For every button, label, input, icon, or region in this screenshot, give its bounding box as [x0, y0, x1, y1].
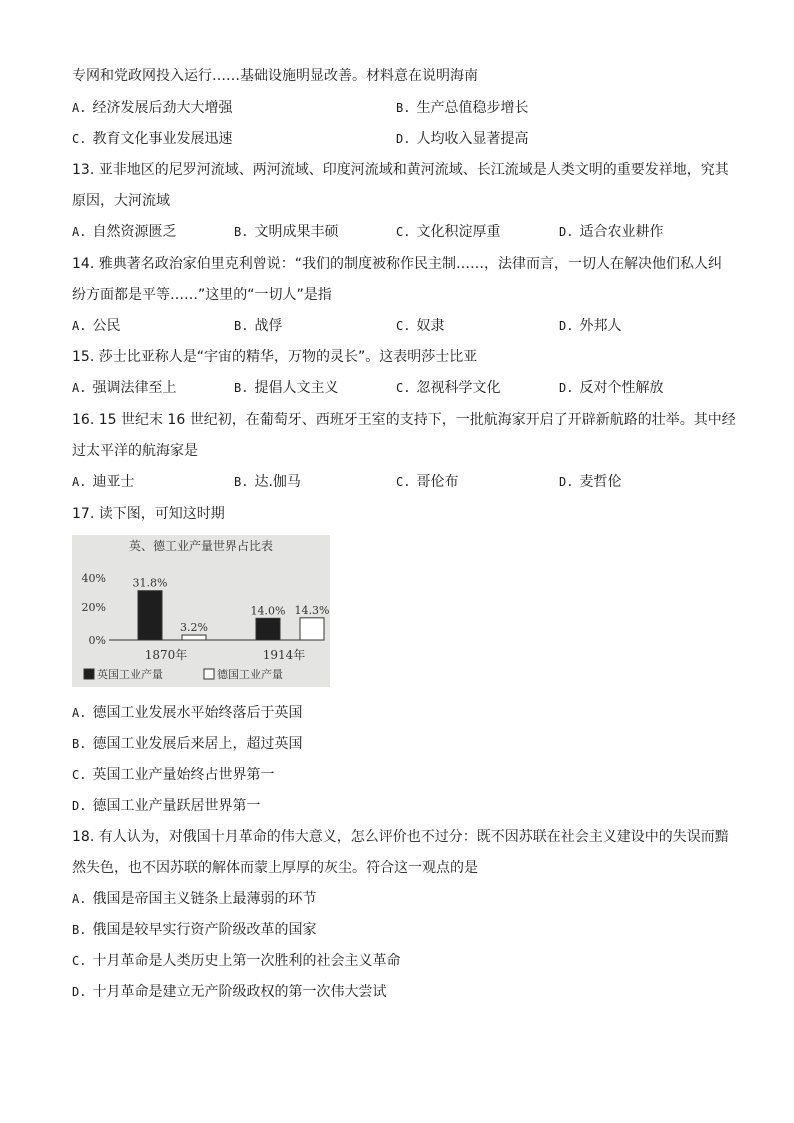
y-tick-label: 0%: [88, 634, 106, 647]
q16-option-c[interactable]: [396, 472, 458, 492]
option-text: 教育文化事业发展迅速: [92, 131, 233, 147]
option-text: 自然资源匮乏: [92, 224, 177, 240]
q14-options: [72, 316, 732, 336]
option-label: D.: [559, 225, 574, 239]
q18-stem-line2: 然失色，也不因苏联的解体而蒙上厚厚的灰尘。符合这一观点的是: [72, 860, 478, 876]
q15-option-b[interactable]: [234, 378, 338, 398]
q13-option-c[interactable]: [396, 222, 500, 242]
option-label: B.: [72, 923, 87, 937]
q12-options-row1: [72, 98, 732, 118]
q17-stem: 17. 读下图，可知这时期: [72, 506, 225, 522]
q12-option-d[interactable]: [396, 129, 528, 149]
bar-britain-1: [256, 618, 280, 640]
option-label: A.: [72, 381, 87, 395]
q14-option-a[interactable]: [72, 316, 120, 336]
q16-options: [72, 472, 732, 492]
chart-svg: [72, 535, 330, 687]
option-label: D.: [559, 475, 574, 489]
industry-share-chart: [72, 535, 330, 687]
q16-option-d[interactable]: [559, 472, 621, 492]
q13-option-d[interactable]: [559, 222, 663, 242]
option-label: B.: [234, 475, 249, 489]
q14-stem-line2: 纷方面都是平等……”这里的“一切人”是指: [72, 287, 332, 303]
legend-swatch-germany: [204, 669, 214, 679]
bar-britain-0: [138, 591, 162, 640]
y-tick-label: 20%: [81, 601, 106, 614]
option-label: D.: [72, 799, 87, 813]
q18-option-d[interactable]: [72, 982, 386, 1002]
q17-option-d[interactable]: [72, 796, 260, 816]
option-text: 生产总值稳步增长: [416, 100, 529, 116]
option-text: 外邦人: [579, 318, 622, 334]
q18-option-a[interactable]: [72, 889, 316, 909]
option-text: 十月革命是人类历史上第一次胜利的社会主义革命: [92, 953, 401, 969]
q18-option-c[interactable]: [72, 951, 400, 971]
option-text: 德国工业发展水平始终落后于英国: [92, 705, 303, 721]
option-text: 麦哲伦: [579, 474, 622, 490]
option-text: 强调法律至上: [92, 380, 177, 396]
option-text: 俄国是较早实行资产阶级改革的国家: [92, 922, 317, 938]
q13-stem-line2: 原因，大河流域: [72, 193, 170, 209]
q12-option-b[interactable]: [396, 98, 528, 118]
x-tick-label: 1914年: [262, 648, 306, 662]
q14-option-b[interactable]: [234, 316, 282, 336]
option-text: 战俘: [254, 318, 283, 334]
option-label: A.: [72, 475, 87, 489]
bar-value-label: 3.2%: [180, 621, 208, 635]
option-label: D.: [559, 319, 574, 333]
option-label: C.: [72, 954, 87, 968]
option-label: D.: [72, 985, 87, 999]
option-text: 文化积淀厚重: [416, 224, 501, 240]
q15-stem: 15. 莎士比亚称人是“宇宙的精华，万物的灵长”。这表明莎士比亚: [72, 349, 478, 365]
option-text: 迪亚士: [92, 474, 135, 490]
q16-option-a[interactable]: [72, 472, 134, 492]
q12-option-c[interactable]: [72, 129, 232, 149]
option-label: A.: [72, 706, 87, 720]
option-text: 奴隶: [416, 318, 445, 334]
q15-option-a[interactable]: [72, 378, 176, 398]
option-label: C.: [72, 132, 87, 146]
bar-germany-0: [182, 635, 206, 640]
q13-options: [72, 222, 732, 242]
option-label: B.: [234, 319, 249, 333]
option-text: 忽视科学文化: [416, 380, 501, 396]
q14-stem-line1: 14. 雅典著名政治家伯里克利曾说：“我们的制度被称作民主制……，法律而言，一切人在解决他们私人纠: [72, 256, 722, 272]
q16-option-b[interactable]: [234, 472, 301, 492]
option-text: 适合农业耕作: [579, 224, 664, 240]
option-label: C.: [396, 225, 411, 239]
option-label: D.: [559, 381, 574, 395]
q15-options: [72, 378, 732, 398]
q17-option-a[interactable]: [72, 703, 302, 723]
option-label: A.: [72, 225, 87, 239]
option-label: A.: [72, 319, 87, 333]
option-text: 文明成果丰硕: [254, 224, 339, 240]
option-text: 公民: [92, 318, 121, 334]
q18-option-b[interactable]: [72, 920, 316, 940]
option-label: D.: [396, 132, 411, 146]
q12-options-row2: [72, 129, 732, 149]
q17-option-b[interactable]: [72, 734, 302, 754]
option-label: B.: [234, 381, 249, 395]
q14-option-c[interactable]: [396, 316, 444, 336]
option-label: C.: [396, 319, 411, 333]
option-label: A.: [72, 892, 87, 906]
option-label: A.: [72, 101, 87, 115]
q12-stem-continued: 专网和党政网投入运行……基础设施明显改善。材料意在说明海南: [72, 68, 478, 84]
bar-value-label: 14.3%: [294, 603, 330, 617]
option-text: 英国工业产量始终占世界第一: [92, 767, 275, 783]
q15-option-c[interactable]: [396, 378, 500, 398]
q17-option-c[interactable]: [72, 765, 274, 785]
bar-germany-1: [300, 618, 324, 640]
q18-stem-line1: 18. 有人认为，对俄国十月革命的伟大意义，怎么评价也不过分：既不因苏联在社会主义建设中的失误而黯: [72, 829, 729, 845]
option-label: C.: [72, 768, 87, 782]
option-text: 达.伽马: [254, 474, 301, 490]
bar-value-label: 14.0%: [250, 604, 286, 618]
option-text: 德国工业发展后来居上，超过英国: [92, 736, 303, 752]
option-text: 俄国是帝国主义链条上最薄弱的环节: [92, 891, 317, 907]
option-label: C.: [396, 381, 411, 395]
q14-option-d[interactable]: [559, 316, 621, 336]
option-text: 哥伦布: [416, 474, 459, 490]
q12-option-a[interactable]: [72, 98, 232, 118]
x-tick-label: 1870年: [144, 648, 188, 662]
option-label: B.: [396, 101, 411, 115]
option-text: 反对个性解放: [579, 380, 664, 396]
q16-stem-line2: 过太平洋的航海家是: [72, 443, 198, 459]
chart-title: 英、德工业产量世界占比表: [128, 539, 274, 553]
option-text: 人均收入显著提高: [416, 131, 529, 147]
option-label: C.: [396, 475, 411, 489]
q16-stem-line1: 16. 15 世纪末 16 世纪初，在葡萄牙、西班牙王室的支持下，一批航海家开启了开辟新航路的壮举。其中经: [72, 412, 736, 428]
legend-label-germany: 德国工业产量: [217, 668, 283, 681]
bar-value-label: 31.8%: [132, 576, 168, 590]
legend-label-britain: 英国工业产量: [97, 668, 163, 681]
option-label: B.: [234, 225, 249, 239]
option-label: B.: [72, 737, 87, 751]
q13-option-b[interactable]: [234, 222, 338, 242]
q13-option-a[interactable]: [72, 222, 176, 242]
option-text: 十月革命是建立无产阶级政权的第一次伟大尝试: [92, 984, 387, 1000]
q13-stem-line1: 13. 亚非地区的尼罗河流域、两河流域、印度河流域和黄河流域、长江流域是人类文明的重要发祥地，究其: [72, 162, 729, 178]
option-text: 德国工业产量跃居世界第一: [92, 798, 261, 814]
y-tick-label: 40%: [81, 572, 106, 585]
option-text: 经济发展后劲大大增强: [92, 100, 233, 116]
legend-swatch-britain: [84, 669, 94, 679]
option-text: 提倡人文主义: [254, 380, 339, 396]
q15-option-d[interactable]: [559, 378, 663, 398]
